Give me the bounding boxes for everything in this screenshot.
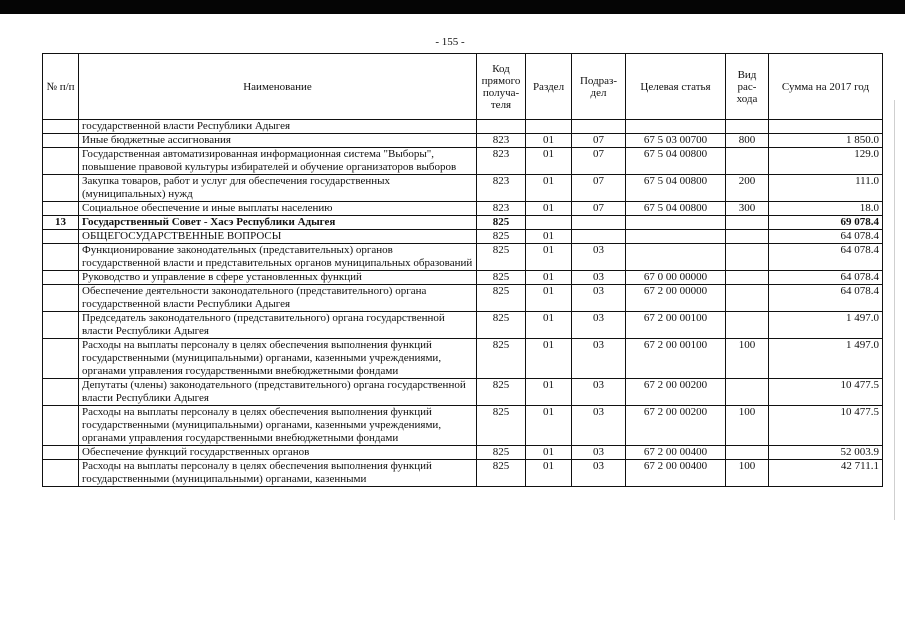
table-row <box>43 175 883 202</box>
cell-name: Депутаты (члены) законодательного (представительного) органа государственной власти Республики Адыгея <box>79 379 477 406</box>
header-subsection: Подраз-дел <box>572 54 626 120</box>
cell-article: 67 0 00 00000 <box>626 271 726 285</box>
cell-code: 823 <box>477 175 526 202</box>
cell-name: государственной власти Республики Адыгея <box>79 120 477 134</box>
cell-section: 01 <box>526 271 572 285</box>
cell-amount: 69 078.4 <box>769 216 883 230</box>
cell-section: 01 <box>526 460 572 487</box>
cell-amount: 42 711.1 <box>769 460 883 487</box>
cell-name: Председатель законодательного (представительного) органа государственной власти Республики Адыгея <box>79 312 477 339</box>
cell-code <box>477 120 526 134</box>
cell-code: 823 <box>477 148 526 175</box>
cell-subsection <box>572 230 626 244</box>
cell-article: 67 2 00 00200 <box>626 406 726 446</box>
cell-section: 01 <box>526 134 572 148</box>
scan-edge-line <box>894 100 895 520</box>
cell-name: ОБЩЕГОСУДАРСТВЕННЫЕ ВОПРОСЫ <box>79 230 477 244</box>
cell-kind: 300 <box>726 202 769 216</box>
header-section: Раздел <box>526 54 572 120</box>
cell-code: 825 <box>477 230 526 244</box>
table-row <box>43 285 883 312</box>
cell-amount: 129.0 <box>769 148 883 175</box>
cell-section: 01 <box>526 202 572 216</box>
cell-code: 825 <box>477 244 526 271</box>
cell-subsection <box>572 216 626 230</box>
cell-kind: 100 <box>726 406 769 446</box>
cell-kind: 200 <box>726 175 769 202</box>
cell-article: 67 5 03 00700 <box>626 134 726 148</box>
cell-amount: 52 003.9 <box>769 446 883 460</box>
cell-num <box>43 244 79 271</box>
cell-article <box>626 244 726 271</box>
cell-subsection: 03 <box>572 244 626 271</box>
cell-code: 823 <box>477 134 526 148</box>
cell-article: 67 2 00 00400 <box>626 460 726 487</box>
cell-section <box>526 120 572 134</box>
cell-num <box>43 120 79 134</box>
cell-num <box>43 339 79 379</box>
cell-amount: 64 078.4 <box>769 285 883 312</box>
cell-kind <box>726 216 769 230</box>
cell-section <box>526 216 572 230</box>
cell-num <box>43 460 79 487</box>
cell-name: Государственный Совет - Хасэ Республики Адыгея <box>79 216 477 230</box>
cell-article: 67 5 04 00800 <box>626 202 726 216</box>
cell-kind <box>726 230 769 244</box>
cell-article <box>626 216 726 230</box>
cell-section: 01 <box>526 446 572 460</box>
cell-num <box>43 230 79 244</box>
cell-amount: 1 497.0 <box>769 339 883 379</box>
budget-table <box>42 53 883 487</box>
table-row <box>43 120 883 134</box>
cell-amount: 64 078.4 <box>769 244 883 271</box>
cell-num <box>43 406 79 446</box>
cell-amount: 111.0 <box>769 175 883 202</box>
cell-amount <box>769 120 883 134</box>
cell-amount: 1 850.0 <box>769 134 883 148</box>
cell-num <box>43 446 79 460</box>
cell-kind <box>726 379 769 406</box>
cell-kind <box>726 148 769 175</box>
table-row <box>43 202 883 216</box>
cell-article <box>626 120 726 134</box>
cell-subsection: 03 <box>572 460 626 487</box>
cell-article <box>626 230 726 244</box>
cell-kind: 100 <box>726 339 769 379</box>
table-row <box>43 446 883 460</box>
table-row <box>43 271 883 285</box>
cell-kind: 800 <box>726 134 769 148</box>
cell-kind <box>726 244 769 271</box>
cell-section: 01 <box>526 406 572 446</box>
cell-subsection: 03 <box>572 379 626 406</box>
cell-num <box>43 134 79 148</box>
cell-name: Расходы на выплаты персоналу в целях обеспечения выполнения функций государственными (муниципальными) органами, казенными учреждениями, органами управления государственными внебюджетными фондами <box>79 339 477 379</box>
scan-top-border <box>0 0 905 14</box>
cell-section: 01 <box>526 285 572 312</box>
cell-subsection: 03 <box>572 339 626 379</box>
header-name: Наименование <box>79 54 477 120</box>
cell-subsection: 03 <box>572 285 626 312</box>
table-row <box>43 230 883 244</box>
cell-section: 01 <box>526 148 572 175</box>
cell-num <box>43 285 79 312</box>
table-row <box>43 312 883 339</box>
cell-name: Обеспечение функций государственных органов <box>79 446 477 460</box>
cell-article: 67 5 04 00800 <box>626 148 726 175</box>
cell-code: 825 <box>477 379 526 406</box>
cell-section: 01 <box>526 339 572 379</box>
cell-amount: 1 497.0 <box>769 312 883 339</box>
header-kind: Вид рас-хода <box>726 54 769 120</box>
cell-subsection: 03 <box>572 271 626 285</box>
cell-code: 825 <box>477 216 526 230</box>
cell-name: Социальное обеспечение и иные выплаты населению <box>79 202 477 216</box>
cell-subsection: 07 <box>572 148 626 175</box>
cell-kind <box>726 446 769 460</box>
table-row <box>43 379 883 406</box>
cell-article: 67 2 00 00400 <box>626 446 726 460</box>
cell-section: 01 <box>526 379 572 406</box>
cell-name: Расходы на выплаты персоналу в целях обеспечения выполнения функций государственными (муниципальными) органами, казенными учреждениями, органами управления государственными внебюджетными фондами <box>79 406 477 446</box>
cell-num <box>43 175 79 202</box>
cell-article: 67 2 00 00100 <box>626 312 726 339</box>
cell-kind <box>726 285 769 312</box>
cell-amount: 18.0 <box>769 202 883 216</box>
cell-amount: 10 477.5 <box>769 379 883 406</box>
cell-kind <box>726 120 769 134</box>
cell-name: Руководство и управление в сфере установленных функций <box>79 271 477 285</box>
cell-subsection: 03 <box>572 312 626 339</box>
cell-num <box>43 202 79 216</box>
cell-kind <box>726 312 769 339</box>
cell-section: 01 <box>526 175 572 202</box>
cell-code: 823 <box>477 202 526 216</box>
cell-amount: 64 078.4 <box>769 230 883 244</box>
cell-name: Иные бюджетные ассигнования <box>79 134 477 148</box>
cell-name: Функционирование законодательных (представительных) органов государственной власти и представительных органов муниципальных образований <box>79 244 477 271</box>
cell-article: 67 2 00 00000 <box>626 285 726 312</box>
cell-name: Государственная автоматизированная информационная система "Выборы", повышение правовой культуры избирателей и обучение организаторов выборов <box>79 148 477 175</box>
page-number: - 155 - <box>435 36 465 48</box>
cell-article: 67 5 04 00800 <box>626 175 726 202</box>
table-row <box>43 216 883 230</box>
cell-section: 01 <box>526 230 572 244</box>
cell-subsection: 07 <box>572 134 626 148</box>
cell-num <box>43 148 79 175</box>
cell-code: 825 <box>477 460 526 487</box>
header-amount: Сумма на 2017 год <box>769 54 883 120</box>
table-body <box>43 120 883 487</box>
cell-code: 825 <box>477 339 526 379</box>
cell-amount: 10 477.5 <box>769 406 883 446</box>
cell-subsection: 07 <box>572 202 626 216</box>
cell-code: 825 <box>477 406 526 446</box>
table-row <box>43 148 883 175</box>
cell-num <box>43 379 79 406</box>
cell-num <box>43 271 79 285</box>
cell-subsection: 03 <box>572 406 626 446</box>
table-row <box>43 244 883 271</box>
cell-kind <box>726 271 769 285</box>
table-row <box>43 134 883 148</box>
table-header-row <box>43 54 883 120</box>
cell-subsection: 07 <box>572 175 626 202</box>
cell-name: Закупка товаров, работ и услуг для обеспечения государственных (муниципальных) нужд <box>79 175 477 202</box>
header-article: Целевая статья <box>626 54 726 120</box>
header-code: Код прямого получа-теля <box>477 54 526 120</box>
table-row <box>43 339 883 379</box>
cell-code: 825 <box>477 446 526 460</box>
cell-num: 13 <box>43 216 79 230</box>
cell-section: 01 <box>526 312 572 339</box>
cell-subsection: 03 <box>572 446 626 460</box>
cell-amount: 64 078.4 <box>769 271 883 285</box>
cell-article: 67 2 00 00200 <box>626 379 726 406</box>
table-row <box>43 460 883 487</box>
header-num: № п/п <box>43 54 79 120</box>
table-row <box>43 406 883 446</box>
cell-name: Обеспечение деятельности законодательного (представительного) органа государственной власти Республики Адыгея <box>79 285 477 312</box>
cell-code: 825 <box>477 285 526 312</box>
cell-kind: 100 <box>726 460 769 487</box>
cell-article: 67 2 00 00100 <box>626 339 726 379</box>
cell-num <box>43 312 79 339</box>
cell-name: Расходы на выплаты персоналу в целях обеспечения выполнения функций государственными (муниципальными) органами, казенными <box>79 460 477 487</box>
cell-code: 825 <box>477 312 526 339</box>
cell-section: 01 <box>526 244 572 271</box>
cell-subsection <box>572 120 626 134</box>
cell-code: 825 <box>477 271 526 285</box>
